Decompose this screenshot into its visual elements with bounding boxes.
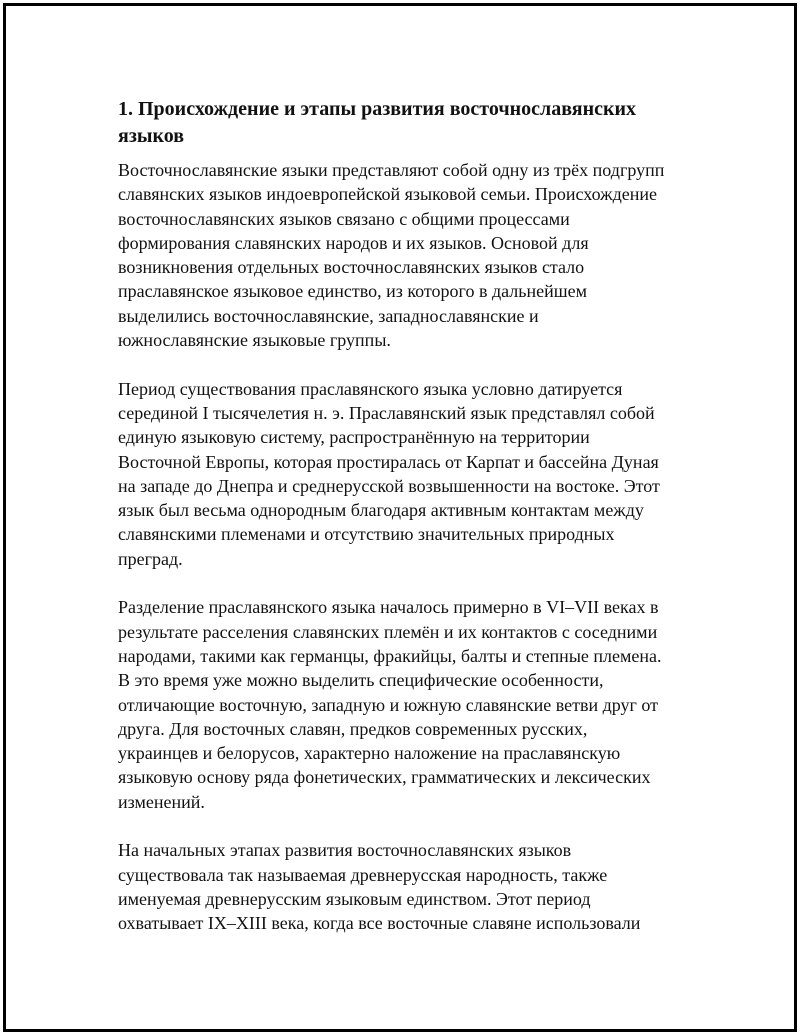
paragraph-proto-slavic-period: Период существования праславянского языка условно датируется серединой I тысячелетия н. э. Праславянский язык представлял собой единую языковую систему, распространённую на территории Восточной Европы, которая простиралась от Карпат и бассейна Дуная на западе до Днепра и среднерусской возвышенности на востоке. Этот язык был весьма однородным благодаря активным контактам между славянскими племенами и отсутствию значительных природных преград. xyxy=(118,378,660,569)
paragraph-division: Разделение праславянского языка началось примерно в VI–VII веках в результате расселения славянских племён и их контактов с соседними народами, такими как германцы, фракийцы, балты и степные племена. В это время уже можно выделить специфические особенности, отличающие восточную, западную и южную славянские ветви друг от друга. Для восточных славян, предков современных русских, украинцев и белорусов, характерно наложение на праславянскую языковую основу ряда фонетических, грамматических и лексических изменений. xyxy=(118,597,662,812)
paragraph-old-russian-unity: На начальных этапах развития восточнославянских языков существовала так называемая древнерусская народность, также именуемая древнерусским языковым единством. Этот период охватывает IX–XIII века, когда все восточные славяне использовали xyxy=(118,840,641,934)
document-body xyxy=(118,96,698,960)
section-heading: 1. Происхождение и этапы развития восточнославянских языков xyxy=(118,98,637,147)
paragraph-origin: Восточнославянские языки представляют собой одну из трёх подгрупп славянских языков индоевропейской языковой семьи. Происхождение восточнославянских языков связано с общими процессами формирования славянских народов и их языков. Основой для возникновения отдельных восточнославянских языков стало праславянское языковое единство, из которого в дальнейшем выделились восточнославянские, западнославянские и южнославянские языковые группы. xyxy=(118,160,665,351)
